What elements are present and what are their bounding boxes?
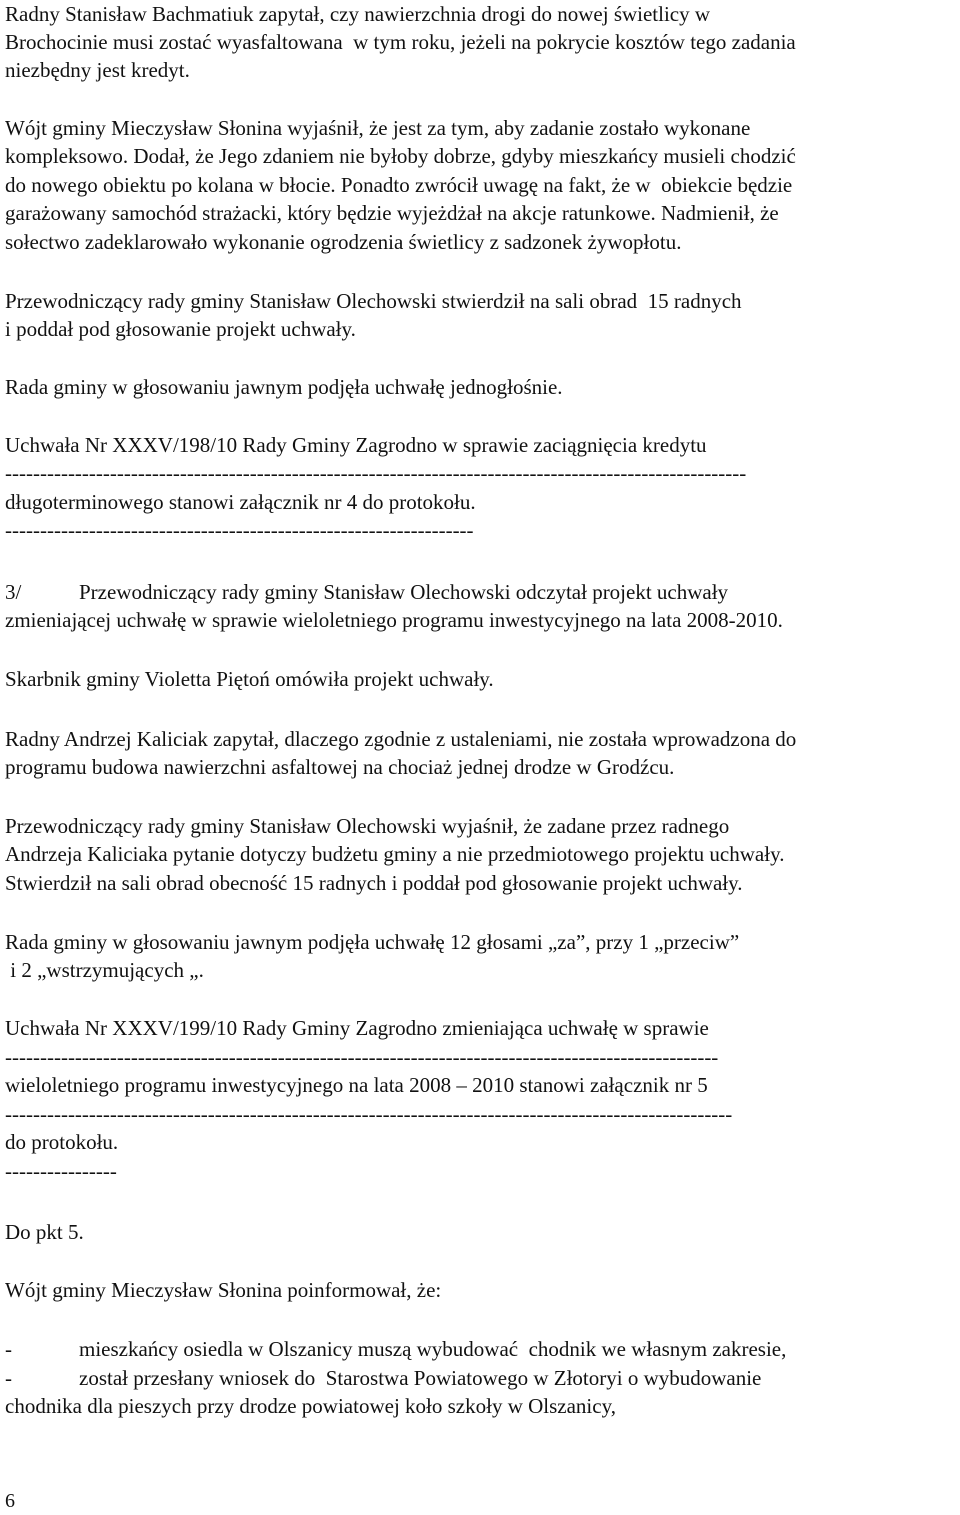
text-line: kompleksowo. Dodał, że Jego zdaniem nie byłoby dobrze, gdyby mieszkańcy musieli chodzić (5, 144, 796, 168)
text-line: Radny Andrzej Kaliciak zapytał, dlaczego zgodnie z ustaleniami, nie została wprowadzona do (5, 727, 797, 751)
text-line: Brochocinie musi zostać wyasfaltowana w tym roku, jeżeli na pokrycie kosztów tego zadania (5, 30, 796, 54)
dash-separator: ------------------------------------------------------------------------------------------------------ (5, 1045, 719, 1069)
text-line: Rada gminy w głosowaniu jawnym podjęła uchwałę 12 głosami „za”, przy 1 „przeciw” (5, 930, 740, 954)
text-line: długoterminowego stanowi załącznik nr 4 do protokołu. (5, 490, 476, 514)
text-line: i 2 „wstrzymujących „. (5, 958, 204, 982)
text-line: Przewodniczący rady gminy Stanisław Olechowski stwierdził na sali obrad 15 radnych (5, 289, 742, 313)
text-line: garażowany samochód strażacki, który będzie wyjeżdżał na akcje ratunkowe. Nadmienił, że (5, 201, 779, 225)
text-line: chodnika dla pieszych przy drodze powiatowej koło szkoły w Olszanicy, (5, 1394, 616, 1418)
text-line: programu budowa nawierzchni asfaltowej na chociaż jednej drodze w Grodźcu. (5, 755, 675, 779)
text-line: sołectwo zadeklarowało wykonanie ogrodzenia świetlicy z sadzonek żywopłotu. (5, 230, 682, 254)
list-bullet: - (5, 1366, 12, 1390)
text-line: Uchwała Nr XXXV/199/10 Rady Gminy Zagrodno zmieniająca uchwałę w sprawie (5, 1016, 709, 1040)
section-heading: Do pkt 5. (5, 1220, 84, 1244)
text-line: Stwierdził na sali obrad obecność 15 radnych i poddał pod głosowanie projekt uchwały. (5, 871, 743, 895)
text-line: Przewodniczący rady gminy Stanisław Olechowski odczytał projekt uchwały (79, 580, 729, 604)
text-line: Przewodniczący rady gminy Stanisław Olechowski wyjaśnił, że zadane przez radnego (5, 814, 730, 838)
text-line: Andrzeja Kaliciaka pytanie dotyczy budżetu gminy a nie przedmiotowego projektu uchwały. (5, 842, 785, 866)
dash-separator: -------------------------------------------------------------------------------------------------------- (5, 1102, 733, 1126)
text-line: Rada gminy w głosowaniu jawnym podjęła uchwałę jednogłośnie. (5, 375, 563, 399)
text-line: Wójt gminy Mieczysław Słonina wyjaśnił, że jest za tym, aby zadanie zostało wykonane (5, 116, 751, 140)
text-line: zmieniającej uchwałę w sprawie wieloletniego programu inwestycyjnego na lata 2008-2010. (5, 608, 783, 632)
page-number: 6 (5, 1490, 15, 1512)
dash-separator: ---------------------------------------------------------------------------------------------------------- (5, 461, 747, 485)
text-line: i poddał pod głosowanie projekt uchwały. (5, 317, 356, 341)
dash-separator: ------------------------------------------------------------------- (5, 518, 474, 542)
text-line: wieloletniego programu inwestycyjnego na lata 2008 – 2010 stanowi załącznik nr 5 (5, 1073, 708, 1097)
text-line: Skarbnik gminy Violetta Piętoń omówiła projekt uchwały. (5, 667, 494, 691)
text-line: Wójt gminy Mieczysław Słonina poinformował, że: (5, 1278, 442, 1302)
list-item: mieszkańcy osiedla w Olszanicy muszą wybudować chodnik we własnym zakresie, (79, 1337, 787, 1361)
dash-separator: ---------------- (5, 1159, 117, 1183)
text-line: Radny Stanisław Bachmatiuk zapytał, czy nawierzchnia drogi do nowej świetlicy w (5, 2, 711, 26)
list-item: został przesłany wniosek do Starostwa Powiatowego w Złotoryi o wybudowanie (79, 1366, 762, 1390)
text-line: niezbędny jest kredyt. (5, 58, 190, 82)
text-line: Uchwała Nr XXXV/198/10 Rady Gminy Zagrodno w sprawie zaciągnięcia kredytu (5, 433, 707, 457)
item-number: 3/ (5, 580, 22, 604)
text-line: do nowego obiektu po kolana w błocie. Ponadto zwrócił uwagę na fakt, że w obiekcie będzie (5, 173, 793, 197)
text-line: do protokołu. (5, 1130, 119, 1154)
list-bullet: - (5, 1337, 12, 1361)
